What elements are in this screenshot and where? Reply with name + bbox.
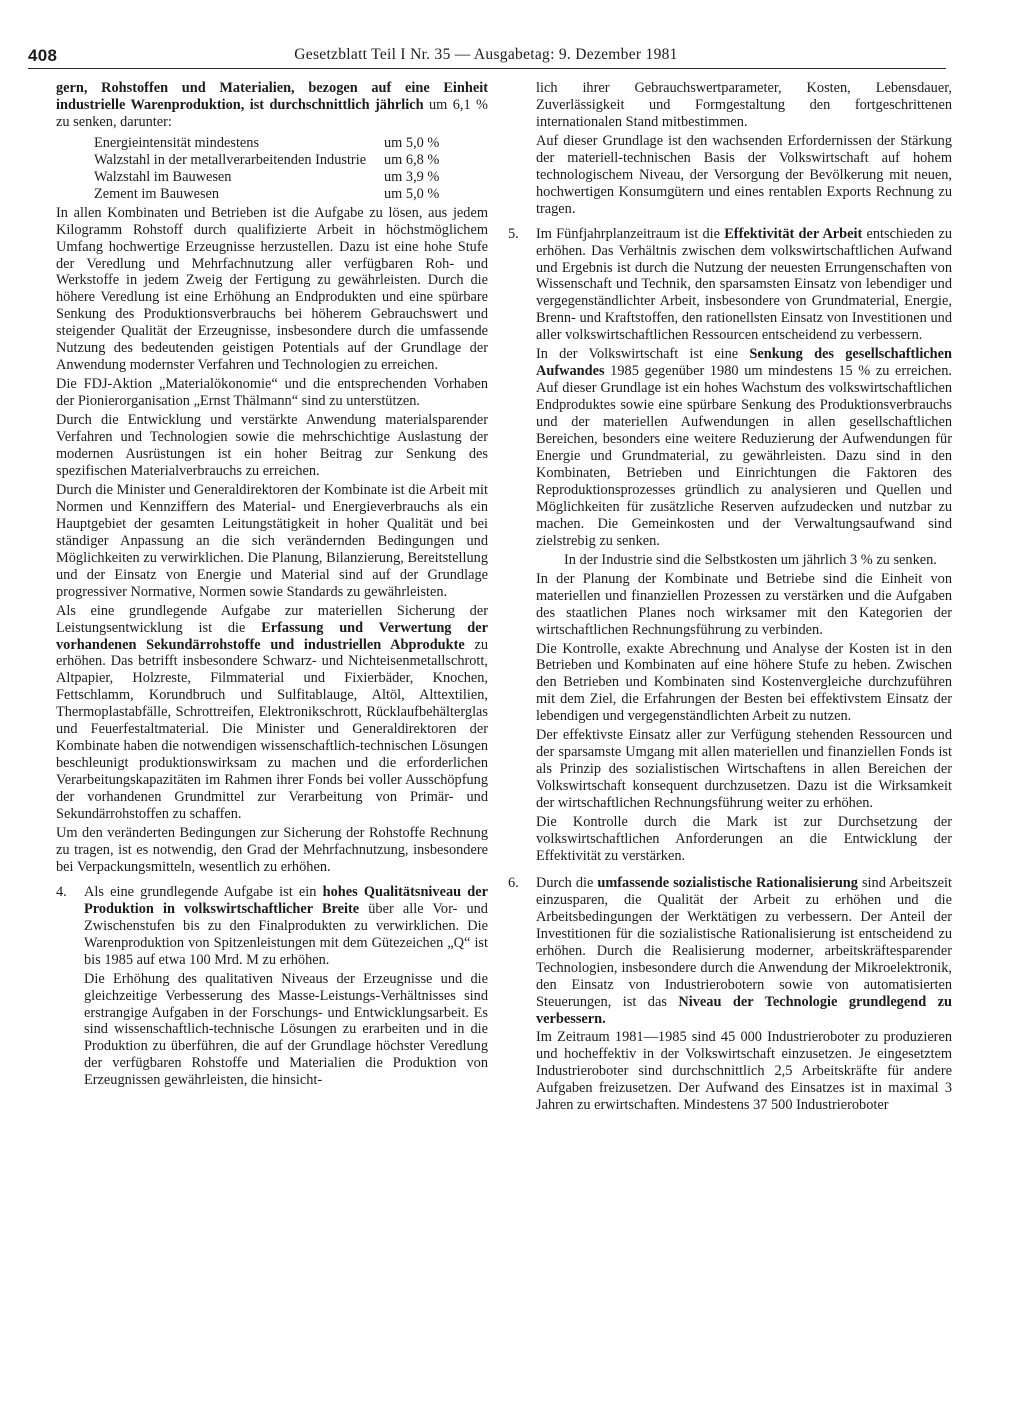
table-row: [94, 186, 439, 203]
row-label: Walzstahl in der metallverarbeitenden Industrie: [94, 151, 367, 168]
table-row: [94, 169, 439, 186]
text: Als eine grundlegende Aufgabe ist ein: [84, 883, 323, 900]
text: 1985 gegenüber 1980 um mindestens 15 % zu erreichen. Auf dieser Grundlage ist ein hohes Wachstum des volkswirtschaftlichen Endproduktes sowie eine spürbare Senkung des Produktionsverbrauchs und der materiellen Aufwendungen in allen gesellschaftlichen Bereichen, besonders eine weitere Reduzierung der Aufwendungen für Energie und Grundmaterial, zu gewährleisten. Dazu sind in den Kombinaten, Betrieben und Einrichtungen die Faktoren des Reproduktionsprozesses gründlich zu analysieren und Quellen und Möglichkeiten für zusätzliche Reserven aufzudecken und nutzbar zu machen. Die Gemeinkosten und der Verwaltungsaufwand sind zielstrebig zu senken.: [536, 363, 952, 549]
paragraph: Durch die Minister und Generaldirektoren der Kombinate ist die Arbeit mit Normen und Kennziffern des Material- und Energieverbrauchs als ein Hauptgebiet der gesamten Leitungstätigkeit in hoher Qualität und bei ständiger Anpassung an die sich verändernden Bedingungen und Möglichkeiten zu verwirklichen. Die Planung, Bilanzierung, Bereitstellung und der Einsatz von Energie und Material sind auf der Grundlage progressiver Normative, Normen sowie Standards zu gewährleisten.: [56, 481, 488, 600]
text: In der Volkswirtschaft ist eine: [536, 346, 750, 363]
paragraph: Der effektivste Einsatz aller zur Verfügung stehenden Ressourcen und der sparsamste Umgang mit allen materiellen und finanziellen Fonds ist als Prinzip des sozialistischen Wirtschaftens in allen Bereichen der Volkswirtschaft konsequent durchzusetzen. Dazu ist die Wirksamkeit der wirtschaftlichen Rechnungsführung weiter zu erhöhen.: [536, 727, 952, 812]
paragraph: Die Kontrolle, exakte Abrechnung und Analyse der Kosten ist in den Betrieben und Kombinaten auf eine höhere Stufe zu heben. Zwischen den Betrieben und Kombinaten sind Kostenvergleiche durchzuführen mit dem Ziel, die Erfahrungen der Besten bei effektivstem Einsatz der lebendigen und vergegenständlichten Arbeit zu nutzen.: [536, 640, 952, 725]
header-rule: [28, 68, 946, 69]
paragraph: In allen Kombinaten und Betrieben ist die Aufgabe zu lösen, aus jedem Kilogramm Rohstoff durch qualifizierte Arbeit in höchstmöglichem Umfang hochwertige Erzeugnisse herzustellen. Dazu ist eine hohe Stufe der Veredlung und Mehrfachnutzung aller verfügbaren Roh- und Werkstoffe in jedem Zweig der Fertigung zu gewährleisten. Durch die höhere Veredlung ist eine Erhöhung an Endprodukten und eine spürbare Senkung des Produktionsverbrauchs bei höherem Gebrauchswert und steigender Qualität der Erzeugnisse, insbesondere durch die umfassende Nutzung des bedeutenden geistigen Potentials auf der Grundlage der Anwendung modernster Verfahren und Technologien zu erreichen.: [56, 204, 488, 374]
row-value: um 3,9 %: [384, 168, 440, 185]
paragraph: [56, 603, 488, 823]
bold-text: hohes Qualitätsniveau der Produktion in volkswirtschaftlicher Breite: [84, 883, 488, 917]
text: Im Fünfjahrplanzeitraum ist die: [536, 225, 725, 242]
table-row: [94, 135, 439, 152]
row-value: um 5,0 %: [384, 185, 440, 202]
bold-text: Effektivität der Arbeit: [724, 225, 863, 242]
item-number: 5.: [508, 225, 519, 242]
running-head: Gesetzblatt Teil I Nr. 35 — Ausgabetag: 9. Dezember 1981: [294, 46, 678, 63]
bold-text: Erfassung und Verwertung der vorhandenen Sekundärrohstoffe und industriellen Abprodukte: [56, 619, 488, 653]
paragraph: [56, 80, 488, 131]
item-body: [84, 884, 488, 1091]
item-number: 4.: [56, 883, 67, 900]
numbered-item-5: [508, 226, 952, 867]
right-column: [508, 80, 952, 1116]
paragraph: Die Kontrolle durch die Mark ist zur Durchsetzung der volkswirtschaftlichen Anforderungen an die Entwicklung der Effektivität zu verstärken.: [536, 814, 952, 864]
bold-text: Niveau der Technologie grundlegend zu verbessern.: [536, 993, 953, 1027]
text: um 6,1 % zu senken, darunter:: [56, 96, 488, 130]
table-row: [94, 152, 439, 169]
page-number: 408: [28, 46, 58, 65]
numbered-item-4: [56, 884, 488, 1091]
bold-text: Senkung des gesellschaftlichen Aufwandes: [536, 346, 952, 380]
item-body: [536, 875, 952, 1116]
paragraph: In der Industrie sind die Selbstkosten um jährlich 3 % zu senken.: [564, 551, 937, 568]
paragraph: [536, 875, 952, 1028]
reduction-table: [94, 135, 439, 203]
text: sind Arbeitszeit einzusparen, die Qualität der Arbeit zu erhöhen und die Arbeitsbedingungen der Werktätigen zu verbessern. Der Anteil der Investitionen für die sozialistische Rationalisierung ist entscheidend zu erhöhen. Durch die Realisierung moderner, arbeitskräftesparender Technologien, insbesondere durch die Anwendung der Mikroelektronik, den Einsatz von Industrierobotern sowie von automatisierten Steuerungen, ist das: [536, 874, 952, 1010]
paragraph: Durch die Entwicklung und verstärkte Anwendung materialsparender Verfahren und Technologien sowie die mehrschichtige Auslastung der modernen Ausrüstungen ist ein hoher Beitrag zur Senkung des spezifischen Materialverbrauchs zu erreichen.: [56, 412, 488, 479]
paragraph: Die Erhöhung des qualitativen Niveaus der Erzeugnisse und die gleichzeitige Verbesserung des Masse-Leistungs-Verhältnisses sind erstrangige Aufgaben in der Forschungs- und Entwicklungsarbeit. Es sind wissenschaftlich-technische Lösungen zu erarbeiten und in die Produktion zu überführen, die auf der Grundlage höchster Veredlung der verfügbaren Rohstoffe und Materialien die Produktion von Erzeugnissen gewährleisten, die hinsicht-: [84, 970, 488, 1089]
left-column: [56, 80, 488, 1091]
paragraph: [536, 346, 952, 549]
continued-block: [508, 80, 952, 218]
paragraph: Die FDJ-Aktion „Materialökonomie“ und die entsprechenden Vorhaben der Pionierorganisation „Ernst Thälmann“ sind zu unterstützen.: [56, 376, 488, 410]
bold-text: gern, Rohstoffen und Materialien, bezogen auf eine Einheit industrielle Warenproduktion, ist durchschnittlich jährlich: [56, 80, 488, 113]
paragraph: [536, 226, 952, 345]
row-value: um 6,8 %: [384, 151, 440, 168]
row-label: Walzstahl im Bauwesen: [94, 168, 232, 185]
paragraph: Auf dieser Grundlage ist den wachsenden Erfordernissen der Stärkung der materiell-technischen Basis der Volkswirtschaft auf hohem technologischem Niveau, der Versorgung der Bevölkerung mit neuen, hochwertigen Konsumgütern und eines rentablen Exports Rechnung zu tragen.: [536, 132, 952, 217]
item-body: [536, 226, 952, 867]
row-value: um 5,0 %: [384, 134, 440, 151]
paragraph: lich ihrer Gebrauchswertparameter, Kosten, Lebensdauer, Zuverlässigkeit und Formgestaltung den fortgeschrittenen internationalen Stand mitbestimmen.: [536, 80, 952, 130]
item-number: 6.: [508, 874, 519, 891]
text: Als eine grundlegende Aufgabe zur materiellen Sicherung der Leistungsentwicklung ist die: [56, 602, 488, 636]
paragraph: In der Planung der Kombinate und Betriebe sind die Einheit von materiellen und finanziellen Prozessen zu verstärken und die Aufgaben des staatlichen Planes noch wirksamer mit den Kategorien der wirtschaftlichen Rechnungsführung zu verbinden.: [536, 570, 952, 638]
row-label: Zement im Bauwesen: [94, 185, 220, 202]
row-label: Energieintensität mindestens: [94, 134, 260, 151]
numbered-item-6: [508, 875, 952, 1116]
text: Durch die: [536, 874, 598, 891]
paragraph: Um den veränderten Bedingungen zur Sicherung der Rohstoffe Rechnung zu tragen, ist es notwendig, den Grad der Mehrfachnutzung, insbesondere bei Verpackungsmitteln, wesentlich zu erhöhen.: [56, 824, 488, 875]
paragraph: Im Zeitraum 1981—1985 sind 45 000 Industrieroboter zu produzieren und hocheffektiv in der Volkswirtschaft einzusetzen. Je eingesetztem Industrieroboter sind durchschnittlich 2,5 Arbeitskräfte für andere Aufgaben freizusetzen. Der Aufwand des Einsatzes ist in maximal 3 Jahren zu erwirtschaften. Mindestens 37 500 Industrieroboter: [536, 1029, 952, 1114]
paragraph: [84, 884, 488, 969]
text: entschieden zu erhöhen. Das Verhältnis zwischen dem volkswirtschaftlichen Aufwand und Ergebnis ist durch die Nutzung der neuesten Errungenschaften von Wissenschaft und Technik, den sparsamsten Einsatz von lebendiger und vergegenständlichter Arbeit, insbesondere von Grundmaterial, Energie, Brenn- und Kraftstoffen, den rationellsten Einsatz von Investitionen und aller volkswirtschaftlichen Ressourcen entscheidend zu verbessern.: [536, 225, 952, 344]
text: über alle Vor- und Zwischenstufen bis zu den Finalprodukten zu verwirklichen. Die Warenproduktion von Spitzenleistungen mit dem Gütezeichen „Q“ ist bis 1985 auf etwa 100 Mrd. M zu erhöhen.: [84, 900, 488, 968]
text: zu erhöhen. Das betrifft insbesondere Schwarz- und Nichteisenmetallschrott, Altpapier, Holzreste, Filmmaterial und Fixierbäder, Knochen, Fettschlamm, Korundbruch und Sulfitablauge, Altöl, Alttextilien, Thermoplastabfälle, Schrottreifen, Elektronikschrott, Rücklaufbehälterglas und Feuerfestaltmaterial. Die Minister und Generaldirektoren der Kombinate haben die notwendigen wissenschaftlich-technischen Lösungen beschleunigt produktionswirksam zu machen und die erforderlichen Verarbeitungskapazitäten im Rahmen ihrer Fonds bei voller Ausschöpfung der vorhandenen Grundmittel zur Verarbeitung von Primär- und Sekundärrohstoffen zu schaffen.: [56, 636, 489, 823]
bold-text: umfassende sozialistische Rationalisierung: [597, 874, 858, 891]
